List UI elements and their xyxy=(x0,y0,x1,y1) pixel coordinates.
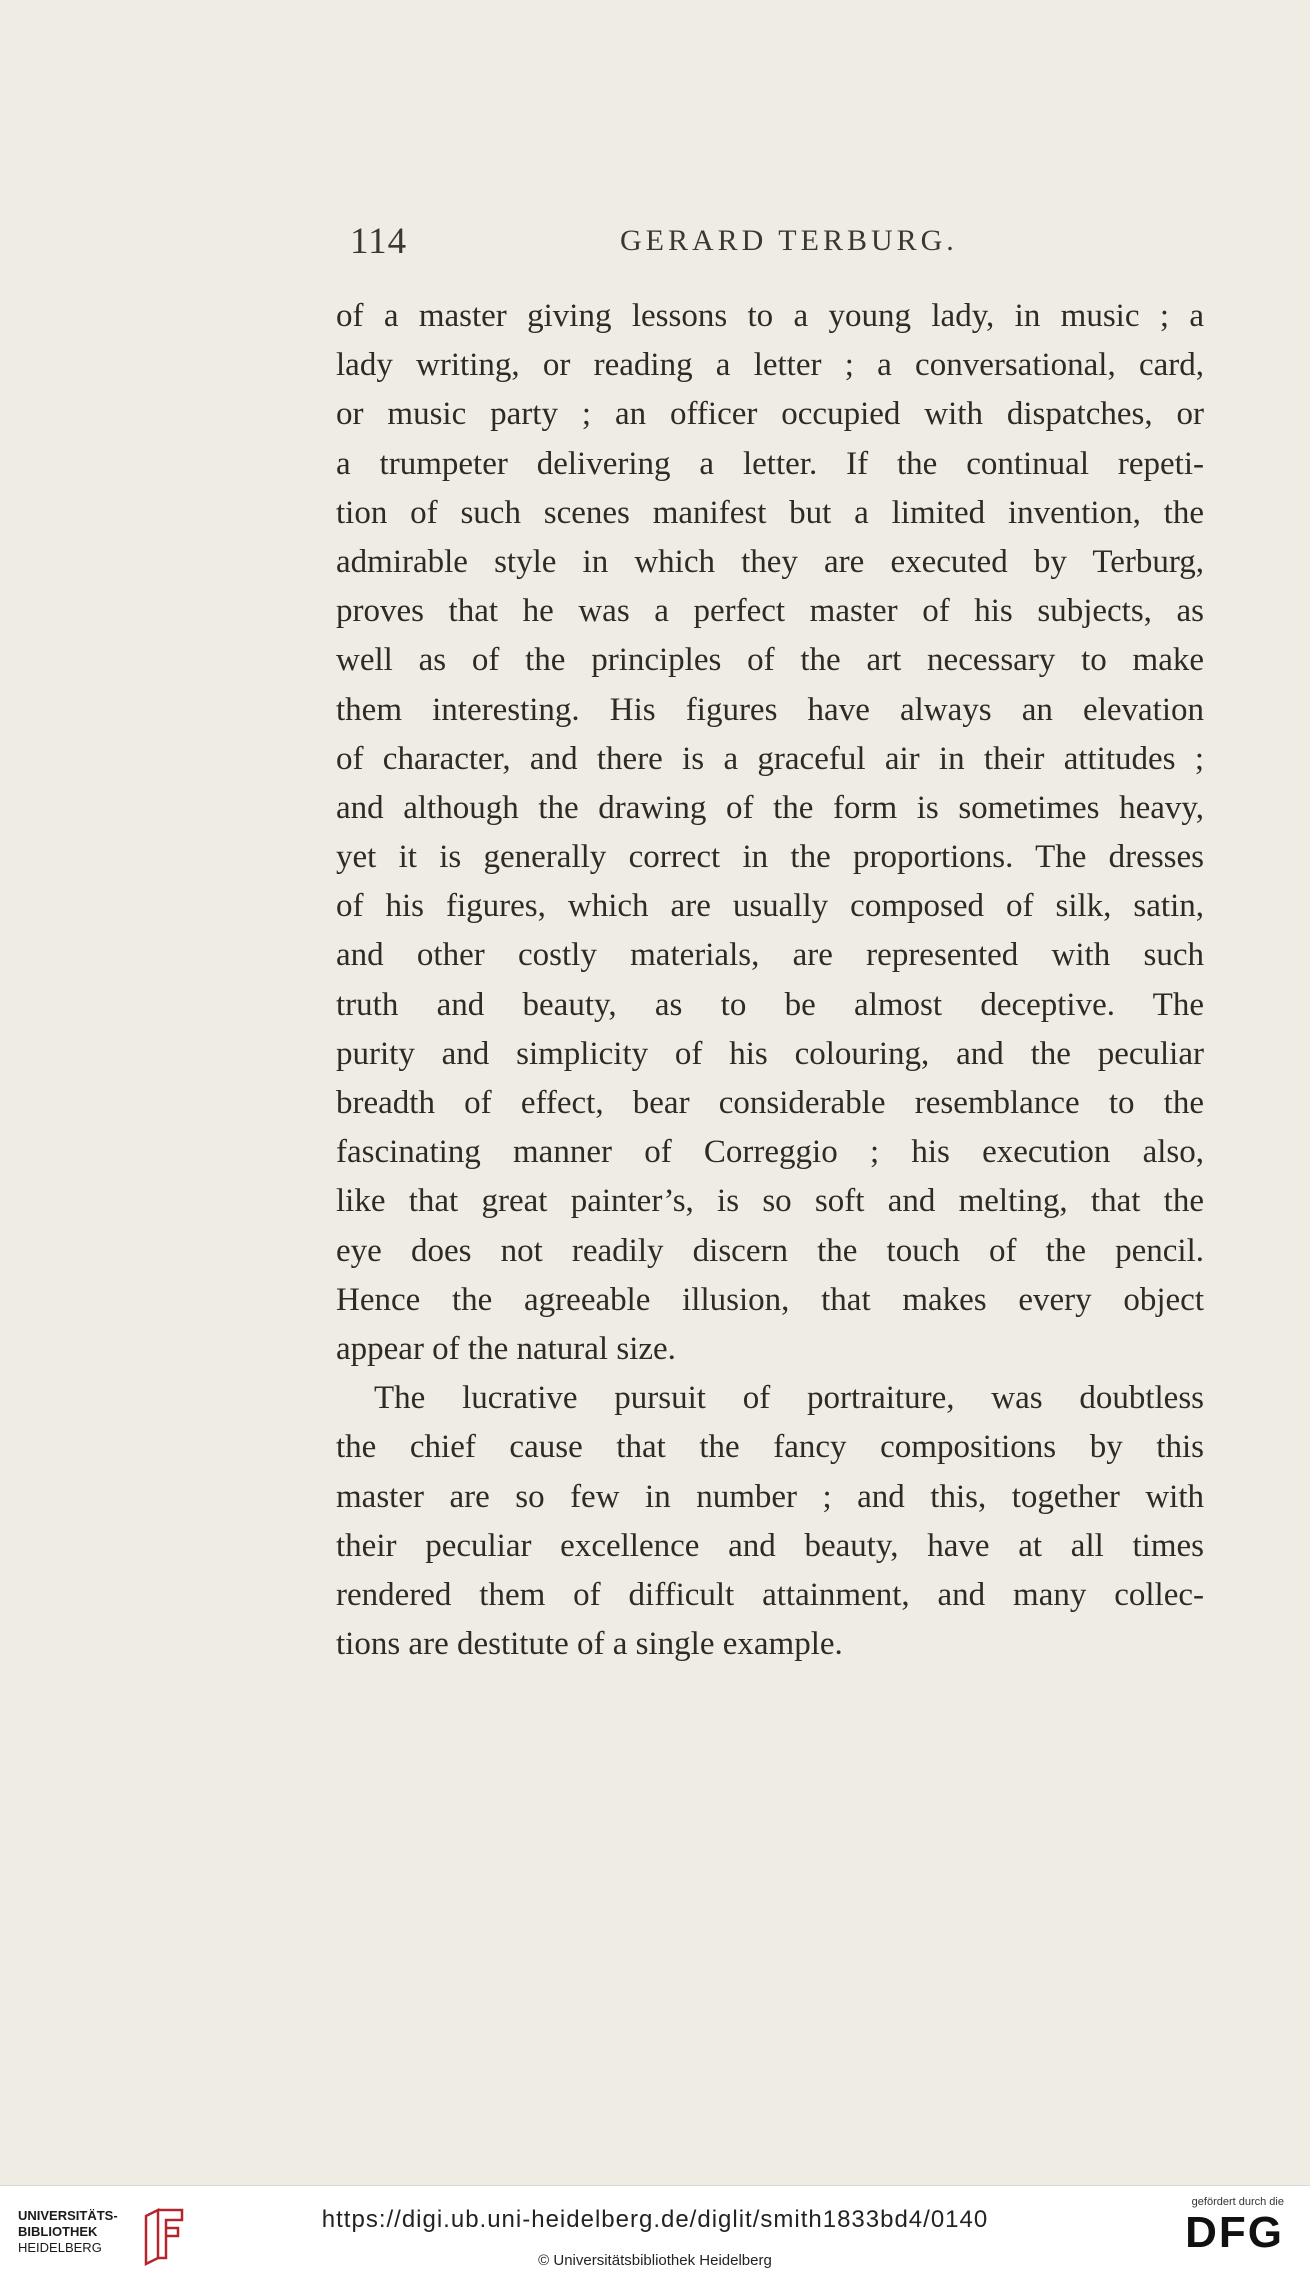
library-name-line-1: UNIVERSITÄTS- xyxy=(18,2208,118,2223)
viewer-footer xyxy=(0,2185,1310,2281)
text-line: appear of the natural size. xyxy=(336,1330,676,1367)
text-line: truth and beauty, as to be almost deceptive. The xyxy=(336,986,1204,1023)
text-line: like that great painter’s, is so soft and melting, that the xyxy=(336,1183,1204,1220)
text-line: lady writing, or reading a letter ; a conversational, card, xyxy=(336,347,1204,384)
text-line: rendered them of difficult attainment, and many collec- xyxy=(336,1576,1204,1613)
text-line: of his figures, which are usually composed of silk, satin, xyxy=(336,888,1204,925)
permalink-url[interactable]: https://digi.ub.uni-heidelberg.de/diglit/smith1833bd4/0140 xyxy=(321,2206,989,2233)
text-line: them interesting. His figures have always an elevation xyxy=(336,691,1204,728)
text-line: proves that he was a perfect master of his subjects, as xyxy=(336,593,1204,630)
text-line: master are so few in number ; and this, together with xyxy=(336,1478,1204,1515)
text-line: tion of such scenes manifest but a limited invention, the xyxy=(336,494,1204,531)
text-line: the chief cause that the fancy compositions by this xyxy=(336,1429,1204,1466)
text-line: their peculiar excellence and beauty, have at all times xyxy=(336,1527,1204,1564)
text-line: a trumpeter delivering a letter. If the continual repeti- xyxy=(336,445,1204,482)
library-name-line-2: BIBLIOTHEK xyxy=(18,2224,98,2239)
copyright-notice: © Universitätsbibliothek Heidelberg xyxy=(538,2252,772,2269)
dfg-logo[interactable] xyxy=(1154,2196,1284,2276)
text-line: breadth of effect, bear considerable resemblance to the xyxy=(336,1085,1204,1121)
text-line: or music party ; an officer occupied with dispatches, or xyxy=(336,396,1204,433)
text-line: admirable style in which they are executed by Terburg, xyxy=(336,543,1204,580)
text-line: eye does not readily discern the touch of the pencil. xyxy=(336,1232,1204,1269)
dfg-logo-text: DFG xyxy=(1185,2208,1284,2257)
running-title: GERARD TERBURG. xyxy=(620,224,958,257)
page-number: 114 xyxy=(350,221,408,262)
funding-note: gefördert durch die xyxy=(1191,2196,1284,2208)
text-line: of a master giving lessons to a young lady, in music ; a xyxy=(336,298,1204,334)
page-header xyxy=(350,220,1210,280)
text-line: purity and simplicity of his colouring, and the peculiar xyxy=(336,1035,1204,1072)
library-name-line-3: HEIDELBERG xyxy=(18,2240,102,2255)
text-line: well as of the principles of the art necessary to make xyxy=(336,642,1204,679)
text-line: tions are destitute of a single example. xyxy=(336,1626,843,1663)
text-line: and other costly materials, are represented with such xyxy=(336,937,1204,974)
text-line: The lucrative pursuit of portraiture, was doubtless xyxy=(374,1380,1204,1417)
text-line: and although the drawing of the form is sometimes heavy, xyxy=(336,789,1204,826)
text-line: yet it is generally correct in the proportions. The dresses xyxy=(336,839,1204,876)
body-text xyxy=(336,292,1204,1669)
text-line: of character, and there is a graceful air in their attitudes ; xyxy=(336,740,1204,777)
text-line: fascinating manner of Correggio ; his execution also, xyxy=(336,1134,1204,1171)
text-line: Hence the agreeable illusion, that makes every object xyxy=(336,1281,1204,1318)
